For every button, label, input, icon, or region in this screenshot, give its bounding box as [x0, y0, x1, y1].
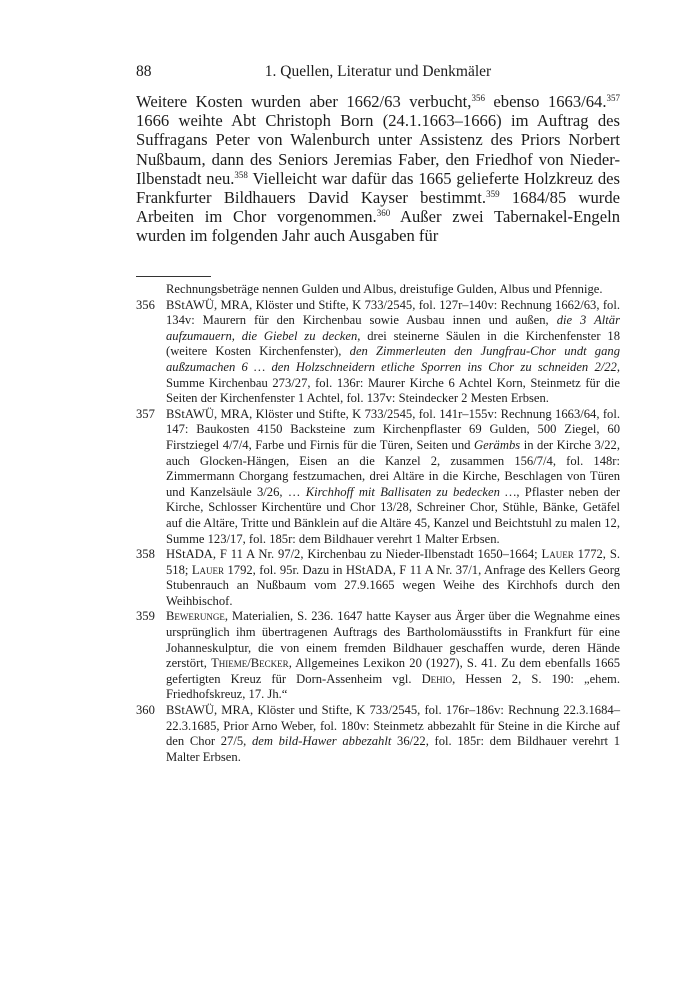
footnote-359	[136, 609, 620, 703]
footnote-357	[136, 407, 620, 547]
footnote-continuation	[136, 282, 620, 298]
footnote-ref-357[interactable]: 357	[606, 93, 620, 103]
footnote-356	[136, 298, 620, 407]
footnote-ref-359[interactable]: 359	[486, 189, 500, 200]
footnote-number: 358	[136, 547, 155, 562]
footnote-number: 360	[136, 703, 155, 718]
footnote-number: 357	[136, 406, 155, 421]
footnote-text: , Pflaster neben der Kirche, Schlosser Kirchentüre und Chor 13/28, Schreiner Chor, Stühle, Bänke, Getäfel auf die Altäre, Tritte und Bänklein auf die Altäre 45, Kanzel und Beichtstuhl zu malen 12, Summe 123/17, fol. 185r: dem Bildhauer verehrt 1 Malter Erbsen.	[166, 484, 621, 546]
footnote-360	[136, 703, 620, 765]
main-text: Weitere Kosten wurden aber 1662/63 verbucht,	[136, 92, 472, 111]
footnote-358	[136, 547, 620, 609]
footnote-text: , Hessen 2, S. 190: „ehem. Friedhofskreuz, 17. Jh.“	[166, 671, 620, 702]
footnote-ref-358[interactable]: 358	[234, 169, 248, 180]
main-text: 1666 weihte Abt Christoph Born (24.1.1663–1666) im Auftrag des Suffragans Peter von Walenburch unter Assistenz des Priors Norbert Nußbaum, dann des Seniors Jeremias Faber, den Friedhof von Nieder-Ilbenstadt neu.	[136, 111, 620, 188]
footnote-number: 356	[136, 297, 155, 312]
main-text: Außer zwei Tabernakel-Engeln wurden im folgenden Jahr auch Ausgaben für	[136, 207, 621, 246]
footnote-text: , Summe Kirchenbau 273/27, fol. 136r: Maurer Kirche 6 Achtel Korn, Steinmetz für die Seiten der Kirchenfenster 1 Achtel, fol. 137v: Steindecker 2 Mesten Erbsen.	[166, 359, 620, 406]
footnote-quote: dem bild-Hawer abbezahlt	[251, 734, 392, 749]
footnote-ref-356[interactable]: 356	[471, 93, 485, 103]
author-name: Bewerunge	[166, 609, 225, 624]
footnote-text: , drei steinerne Säulen in die Kirchenfenster 18 (weitere Kosten Kirchenfenster),	[166, 328, 620, 359]
author-name: Thieme/Becker	[211, 656, 289, 671]
footnote-text: Rechnungsbeträge nennen Gulden und Albus, dreistufige Gulden, Albus und Pfennige.	[166, 282, 603, 296]
footnote-text: in der Kirche 3/22, auch Glocken-Hängen, Eisen an die Kanzel 2, zusammen 156/7/4, fol. 148r: Zimmermann Chorgang festzumachen, drei Altäre in die Kirche, Beschlagen von Türen und Kanzelsäule 3/26, …	[166, 437, 620, 499]
running-title: 1. Quellen, Literatur und Denkmäler	[264, 63, 492, 80]
footnotes	[136, 282, 620, 765]
author-name: Lauer	[191, 562, 225, 577]
footnote-quote: Gerämbs	[473, 437, 521, 452]
footnote-text: BStAWÜ, MRA, Klöster und Stifte, K 733/2545, fol. 127r–140v: Rechnung 1662/63, fol. 134v: Maurern für den Kirchenbau sowie Ausbau innen und außen,	[166, 297, 620, 328]
author-name: Lauer	[541, 547, 574, 562]
footnote-text: 1772, S. 518;	[166, 547, 620, 577]
footnote-text: , Materialien, S. 236. 1647 hatte Kayser aus Ärger über die Wegnahme eines ursprünglich ihm übertragenen Auftrags des Bartholomäusstifts in Frankfurt für eine Johanneskulptur, die von einem fremden Bildhauer geschaffen wurde, deren Hände zerstört,	[166, 609, 620, 671]
footnote-text: , Allgemeines Lexikon 20 (1927), S. 41. Zu dem ebenfalls 1665 gefertigten Kreuz für Dorn-Assenheim vgl.	[166, 656, 620, 686]
main-paragraph	[136, 92, 620, 246]
footnote-text: BStAWÜ, MRA, Klöster und Stifte, K 733/2545, fol. 141r–155v: Rechnung 1663/64, fol. 147: Baukosten 4150 Backsteine zum Kirchenpflaster 69 Gulden, 500 Ziegel, 60 Firstziegel 4/7/4, Farbe und Firnis für die Türen, Seiten und	[166, 406, 620, 452]
footnote-text: 1792, fol. 95r. Dazu in HStADA, F 11 A Nr. 37/1, Anfrage des Kellers Georg Stubenrauch an Nußbaum vom 27.9.1665 wegen Weihe des Kirchhofs durch den Weihbischof.	[166, 562, 620, 608]
footnote-text: BStAWÜ, MRA, Klöster und Stifte, K 733/2545, fol. 176r–186v: Rechnung 22.3.1684–22.3.1685, Prior Arno Weber, fol. 180v: Steinmetz abbezahlt für Steine in die Kirche auf den Chor 27/5,	[166, 703, 620, 749]
page-header	[136, 63, 620, 83]
main-text: ebenso 1663/64.	[484, 92, 607, 111]
footnote-quote: die 3 Altär aufzumauern, die Giebel zu decken	[166, 313, 620, 343]
main-text: Vielleicht war dafür das 1665 gelieferte Holzkreuz des Frankfurter Bildhauers David Kayser bestimmt.	[136, 168, 620, 208]
page-number: 88	[136, 63, 152, 80]
footnote-quote: Kirchhoff mit Ballisaten zu bedecken …	[305, 484, 517, 499]
author-name: Dehio	[421, 671, 453, 686]
footnote-number: 359	[136, 609, 155, 624]
main-text: 1684/85 wurde Arbeiten im Chor vorgenommen.	[136, 188, 620, 227]
footnote-quote: den Zimmerleuten den Jungfrau-Chor undt gang außzumachen 6 … den Holzschneidern etliche Sporren ins Chor zu schneiden 2/22	[166, 344, 620, 374]
footnote-text: HStADA, F 11 A Nr. 97/2, Kirchenbau zu Nieder-Ilbenstadt 1650–1664;	[166, 547, 542, 562]
footnote-ref-360[interactable]: 360	[376, 208, 391, 219]
footnote-divider	[136, 276, 211, 277]
footnote-text: 36/22, fol. 185r: dem Bildhauer verehrt 1 Malter Erbsen.	[166, 734, 620, 764]
